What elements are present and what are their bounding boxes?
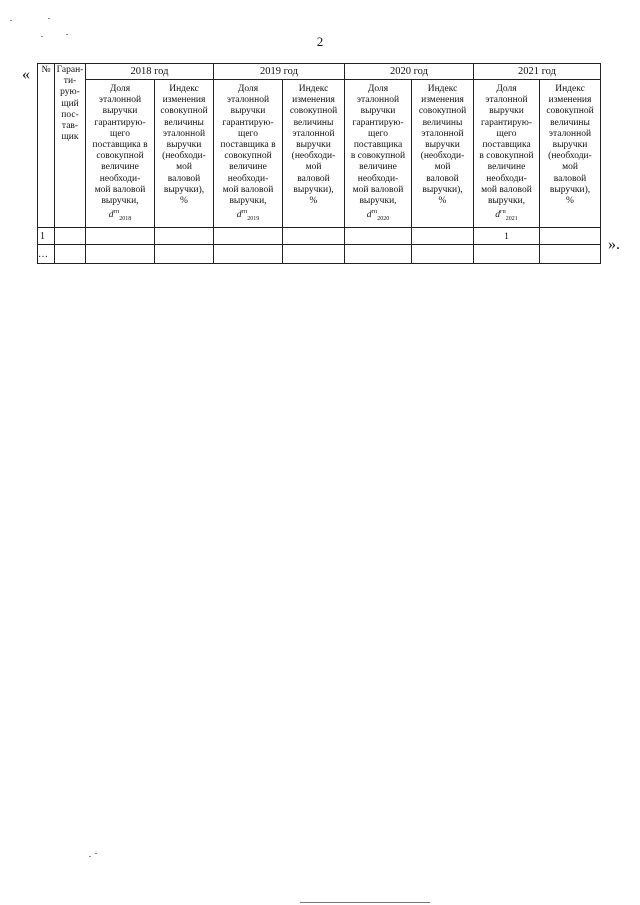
table-cell bbox=[412, 228, 474, 245]
share-subscript: 2019 bbox=[247, 216, 260, 223]
table-cell bbox=[283, 245, 345, 264]
column-supplier-header: Гаран- ти- рую- щий пос- тав- щик bbox=[55, 64, 86, 228]
table-cell bbox=[540, 228, 601, 245]
scan-artifact bbox=[89, 856, 91, 857]
table-cell bbox=[155, 228, 214, 245]
table-cell bbox=[474, 245, 540, 264]
share-symbol: d bbox=[366, 210, 372, 221]
guaranteeing-supplier-table bbox=[37, 63, 601, 264]
scan-artifact bbox=[300, 902, 430, 903]
share-symbol: d bbox=[108, 210, 114, 221]
row-number: 1 bbox=[38, 228, 55, 245]
index-header-2021: Индекс изменения совокупной величины эталонной выручки (необходи- мой валовой выручки), % bbox=[540, 80, 601, 228]
share-subscript: 2021 bbox=[505, 216, 518, 223]
closing-quote: ». bbox=[608, 236, 620, 253]
row-number: … bbox=[38, 245, 55, 264]
year-header-2019: 2019 год bbox=[214, 64, 345, 80]
table-row bbox=[38, 228, 601, 245]
share-superscript: гп bbox=[241, 209, 248, 216]
share-header-2021 bbox=[474, 80, 540, 228]
table-cell bbox=[86, 245, 155, 264]
scan-artifact bbox=[41, 36, 43, 37]
table-cell bbox=[214, 245, 283, 264]
table-cell bbox=[86, 228, 155, 245]
year-header-2018: 2018 год bbox=[86, 64, 214, 80]
share-subscript: 2020 bbox=[377, 216, 390, 223]
share-header-text: Доля эталонной выручки гарантирую- щего поставщика в совокупной величине необходи- мой валовой выручки, bbox=[350, 84, 406, 207]
share-subscript: 2018 bbox=[119, 216, 132, 223]
table-cell bbox=[55, 228, 86, 245]
opening-quote: « bbox=[22, 66, 30, 83]
share-header-2020 bbox=[345, 80, 412, 228]
table-cell bbox=[412, 245, 474, 264]
cell-mark: 1 bbox=[504, 231, 509, 242]
share-superscript: гп bbox=[371, 209, 378, 216]
table-cell bbox=[540, 245, 601, 264]
share-header-2018 bbox=[86, 80, 155, 228]
table-cell bbox=[283, 228, 345, 245]
index-header-2019: Индекс изменения совокупной величины эталонной выручки (необходи- мой валовой выручки), % bbox=[283, 80, 345, 228]
column-number-header: № bbox=[38, 64, 55, 228]
share-header-text: Доля эталонной выручки гарантирую- щего поставщика в совокупной величине необходи- мой валовой выручки, bbox=[479, 84, 534, 207]
table-row bbox=[38, 245, 601, 264]
table-cell bbox=[345, 245, 412, 264]
scan-artifact bbox=[10, 20, 12, 21]
table-cell bbox=[214, 228, 283, 245]
scan-artifact bbox=[48, 18, 50, 19]
share-symbol: d bbox=[495, 210, 501, 221]
page-number: 2 bbox=[316, 34, 324, 49]
year-header-2021: 2021 год bbox=[474, 64, 601, 80]
share-symbol: d bbox=[236, 210, 242, 221]
index-header-2020: Индекс изменения совокупной величины эталонной выручки (необходи- мой валовой выручки), % bbox=[412, 80, 474, 228]
table-cell bbox=[345, 228, 412, 245]
share-header-2019 bbox=[214, 80, 283, 228]
table-cell bbox=[155, 245, 214, 264]
share-header-text: Доля эталонной выручки гарантирую- щего поставщика в совокупной величине необходи- мой валовой выручки, bbox=[220, 84, 276, 207]
share-superscript: гп bbox=[113, 209, 120, 216]
year-header-2020: 2020 год bbox=[345, 64, 474, 80]
table-cell bbox=[55, 245, 86, 264]
scan-artifact bbox=[95, 853, 97, 854]
scan-artifact bbox=[66, 34, 68, 35]
share-superscript: гп bbox=[500, 209, 506, 216]
table-cell bbox=[474, 228, 540, 245]
share-header-text: Доля эталонной выручки гарантирую- щего поставщика в совокупной величине необходи- мой валовой выручки, bbox=[92, 84, 148, 207]
index-header-2018: Индекс изменения совокупной величины эталонной выручки (необходи- мой валовой выручки), % bbox=[155, 80, 214, 228]
